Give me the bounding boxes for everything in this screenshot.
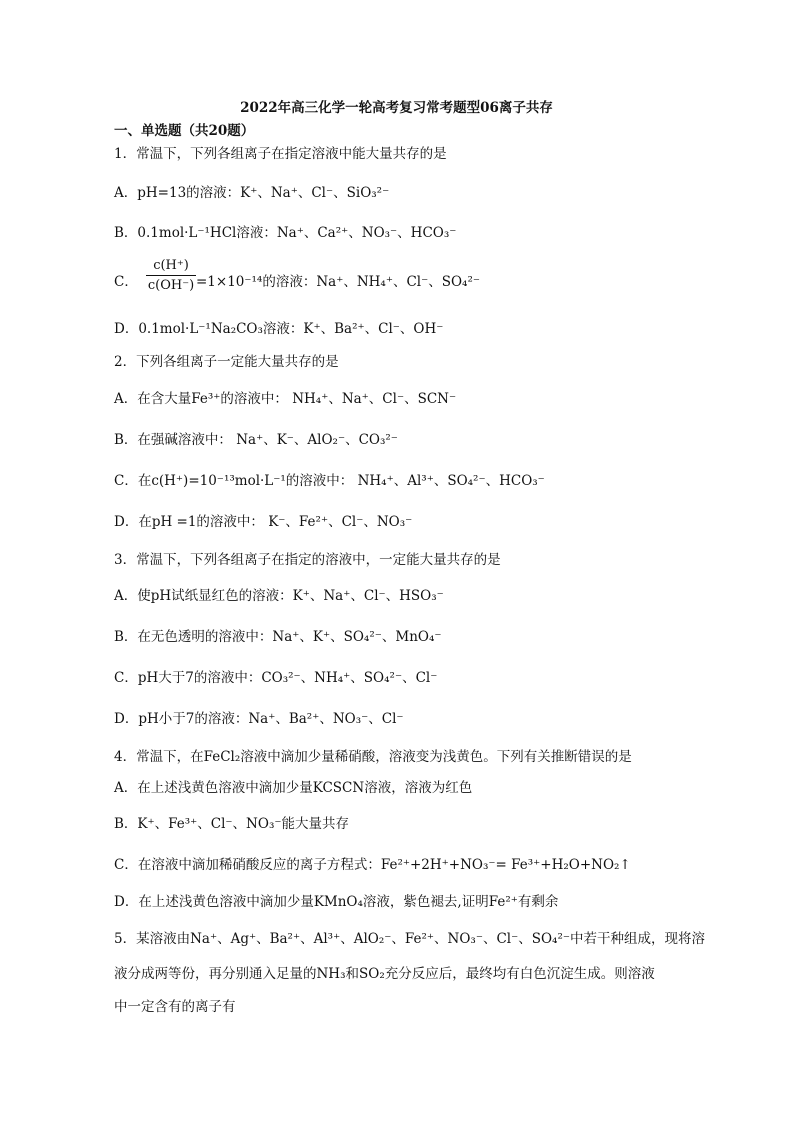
question-1-option-b: B．0.1mol·L⁻¹HCl溶液：Na⁺、Ca²⁺、NO₃⁻、HCO₃⁻ bbox=[114, 225, 457, 241]
question-3-option-d: D．pH小于7的溶液：Na⁺、Ba²⁺、NO₃⁻、Cl⁻ bbox=[114, 711, 404, 727]
question-4-option-a: A．在上述浅黄色溶液中滴加少量KCSCN溶液，溶液为红色 bbox=[114, 780, 473, 796]
question-5-line-1: 5．某溶液由Na⁺、Ag⁺、Ba²⁺、Al³⁺、AlO₂⁻、Fe²⁺、NO₃⁻、Cl⁻、SO₄²⁻中若干种组成，现将溶 bbox=[114, 931, 705, 947]
question-1-option-c-text: =1×10⁻¹⁴的溶液：Na⁺、NH₄⁺、Cl⁻、SO₄²⁻ bbox=[196, 274, 480, 290]
question-1-option-c-fraction bbox=[146, 258, 196, 293]
question-2-option-a: A．在含大量Fe³⁺的溶液中： NH₄⁺、Na⁺、Cl⁻、SCN⁻ bbox=[114, 391, 457, 407]
question-2-option-b: B．在强碱溶液中： Na⁺、K⁻、AlO₂⁻、CO₃²⁻ bbox=[114, 432, 398, 448]
section-heading: 一、单选题（共20题） bbox=[114, 123, 255, 139]
question-3-stem: 3．常温下，下列各组离子在指定的溶液中，一定能大量共存的是 bbox=[114, 552, 501, 568]
question-1-stem: 1．常温下，下列各组离子在指定溶液中能大量共存的是 bbox=[114, 146, 447, 162]
question-4-stem: 4．常温下，在FeCl₂溶液中滴加少量稀硝酸，溶液变为浅黄色。下列有关推断错误的是 bbox=[114, 749, 632, 765]
question-4-option-c: C．在溶液中滴加稀硝酸反应的离子方程式：Fe²⁺+2H⁺+NO₃⁻= Fe³⁺+H₂O+NO₂↑ bbox=[114, 857, 631, 873]
question-2-option-c: C．在c(H⁺)=10⁻¹³mol·L⁻¹的溶液中： NH₄⁺、Al³⁺、SO₄²⁻、HCO₃⁻ bbox=[114, 473, 545, 489]
fraction-numerator: c(H⁺) bbox=[146, 258, 196, 276]
question-3-option-c: C．pH大于7的溶液中：CO₃²⁻、NH₄⁺、SO₄²⁻、Cl⁻ bbox=[114, 670, 438, 686]
question-3-option-a: A．使pH试纸显红色的溶液：K⁺、Na⁺、Cl⁻、HSO₃⁻ bbox=[114, 588, 444, 604]
question-3-option-b: B．在无色透明的溶液中：Na⁺、K⁺、SO₄²⁻、MnO₄⁻ bbox=[114, 629, 442, 645]
question-1-option-a: A．pH=13的溶液：K⁺、Na⁺、Cl⁻、SiO₃²⁻ bbox=[114, 185, 390, 201]
question-1-option-c-label: C． bbox=[114, 274, 138, 290]
question-4-option-d: D．在上述浅黄色溶液中滴加少量KMnO₄溶液，紫色褪去,证明Fe²⁺有剩余 bbox=[114, 894, 559, 910]
fraction-denominator: c(OH⁻) bbox=[147, 278, 195, 293]
question-2-stem: 2．下列各组离子一定能大量共存的是 bbox=[114, 354, 339, 370]
question-4-option-b: B．K⁺、Fe³⁺、Cl⁻、NO₃⁻能大量共存 bbox=[114, 816, 349, 832]
question-5-line-3: 中一定含有的离子有 bbox=[114, 999, 236, 1015]
question-2-option-d: D．在pH =1的溶液中： K⁻、Fe²⁺、Cl⁻、NO₃⁻ bbox=[114, 514, 413, 530]
question-5-line-2: 液分成两等份，再分别通入足量的NH₃和SO₂充分反应后，最终均有白色沉淀生成。则溶液 bbox=[114, 966, 655, 982]
document-title: 2022年高三化学一轮高考复习常考题型06离子共存 bbox=[240, 100, 553, 116]
question-1-option-d: D．0.1mol·L⁻¹Na₂CO₃溶液：K⁺、Ba²⁺、Cl⁻、OH⁻ bbox=[114, 321, 444, 337]
